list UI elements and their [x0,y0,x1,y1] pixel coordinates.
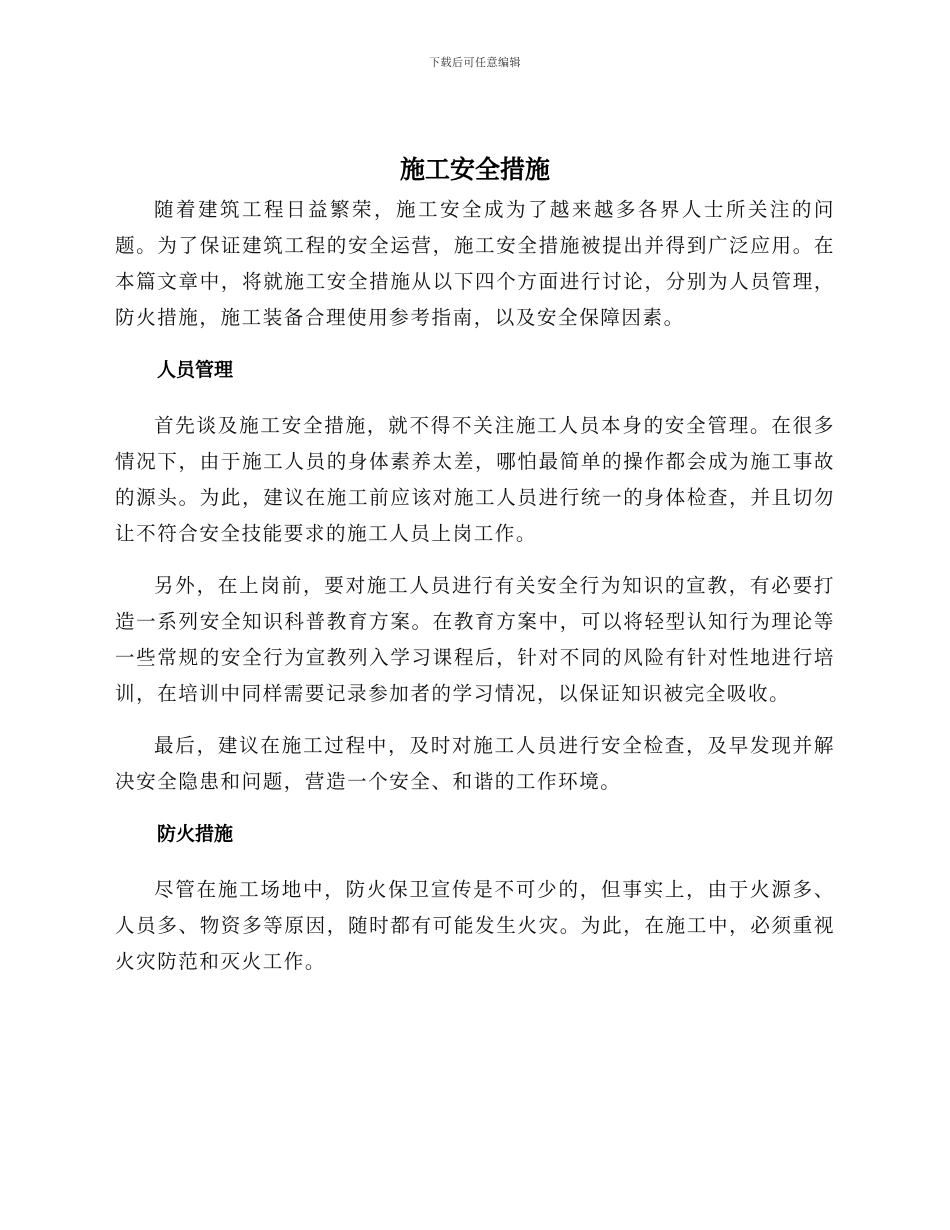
intro-paragraph: 随着建筑工程日益繁荣，施工安全成为了越来越多各界人士所关注的问题。为了保证建筑工程的安全运营，施工安全措施被提出并得到广泛应用。在本篇文章中，将就施工安全措施从以下四个方面进行讨论，分别为人员管理，防火措施，施工装备合理使用参考指南，以及安全保障因素。 [115,198,835,329]
body-paragraph: 尽管在施工场地中，防火保卫宣传是不可少的，但事实上，由于火源多、人员多、物资多等原因，随时都有可能发生火灾。为此，在施工中，必须重视火灾防范和灭火工作。 [115,878,835,973]
body-paragraph: 最后，建议在施工过程中，及时对施工人员进行安全检查，及早发现并解决安全隐患和问题，营造一个安全、和谐的工作环境。 [115,734,835,793]
body-paragraph: 另外，在上岗前，要对施工人员进行有关安全行为知识的宣教，有必要打造一系列安全知识科普教育方案。在教育方案中，可以将轻型认知行为理论等一些常规的安全行为宣教列入学习课程后，针对不同的风险有针对性地进行培训，在培训中同样需要记录参加者的学习情况，以保证知识被完全吸收。 [115,574,835,705]
header-note: 下载后可任意编辑 [429,56,521,69]
document-body [115,192,835,996]
document-title: 施工安全措施 [399,155,550,184]
section-heading-fire-prevention: 防火措施 [157,823,234,845]
section-heading-personnel: 人员管理 [157,359,234,381]
body-paragraph: 首先谈及施工安全措施，就不得不关注施工人员本身的安全管理。在很多情况下，由于施工人员的身体素养太差，哪怕最简单的操作都会成为施工事故的源头。为此，建议在施工前应该对施工人员进行统一的身体检查，并且切勿让不符合安全技能要求的施工人员上岗工作。 [115,414,835,545]
